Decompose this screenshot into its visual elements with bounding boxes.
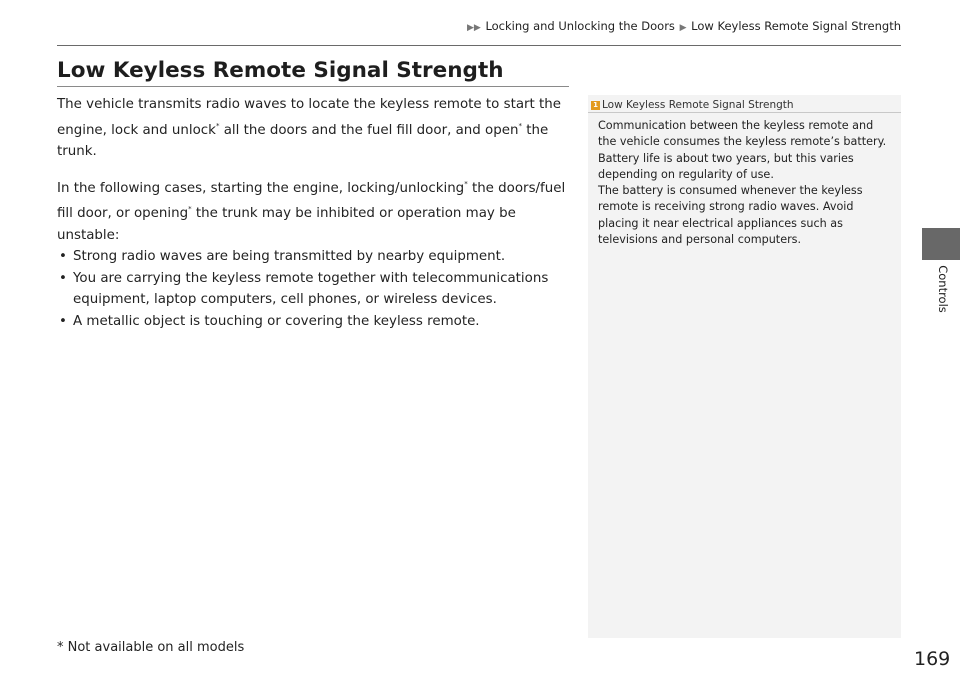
cases-paragraph: In the following cases, starting the engine, locking/unlocking* the doors/fuel fill door, or opening* the trunk may be inhibited or operation may be unstable:: [57, 179, 566, 243]
footnote: * Not available on all models: [57, 640, 245, 655]
bullet-icon: •: [59, 249, 67, 264]
list-item: • Strong radio waves are being transmitted by nearby equipment.: [57, 246, 577, 268]
page-number: 169: [914, 648, 951, 670]
breadcrumb-section[interactable]: Locking and Unlocking the Doors: [485, 19, 675, 33]
main-content: [57, 94, 577, 332]
page-title: Low Keyless Remote Signal Strength: [57, 58, 504, 83]
note-sidebar: [588, 95, 901, 638]
sidebar-divider: [588, 112, 901, 113]
asterisk-note: *: [518, 121, 522, 130]
cases-list: [57, 246, 577, 332]
arrow-right-icon: ▶: [679, 23, 687, 33]
intro-paragraph: The vehicle transmits radio waves to locate the keyless remote to start the engine, lock and unlock* all the doors and the fuel fill door, and open* the trunk.: [57, 97, 562, 159]
list-item: • A metallic object is touching or covering the keyless remote.: [57, 311, 577, 333]
header-divider: [57, 45, 901, 46]
sidebar-heading: 1 Low Keyless Remote Signal Strength: [591, 99, 794, 111]
asterisk-note: *: [215, 121, 220, 130]
section-label: Controls: [936, 265, 950, 313]
breadcrumb: [0, 19, 901, 33]
asterisk-note: *: [464, 179, 468, 188]
section-tab: [922, 228, 960, 260]
bullet-icon: •: [59, 270, 67, 286]
sidebar-paragraph: Communication between the keyless remote and the vehicle consumes the keyless remote’s battery. Battery life is about two years, but this varies depending on regularity of use.: [598, 119, 887, 181]
title-divider: [57, 86, 569, 87]
breadcrumb-topic: Low Keyless Remote Signal Strength: [691, 19, 901, 33]
bullet-icon: •: [59, 313, 67, 329]
sidebar-text: [598, 118, 895, 248]
list-item: • You are carrying the keyless remote together with telecommunications equipment, laptop computers, cell phones, or wireless devices.: [57, 268, 577, 311]
reference-mark-icon: 1: [591, 101, 600, 110]
sidebar-paragraph: The battery is consumed whenever the keyless remote is receiving strong radio waves. Avoid placing it near electrical appliances such as televisions and personal computers.: [598, 184, 863, 247]
asterisk-note: *: [188, 205, 192, 213]
double-arrow-icon: ▶▶: [466, 23, 481, 33]
